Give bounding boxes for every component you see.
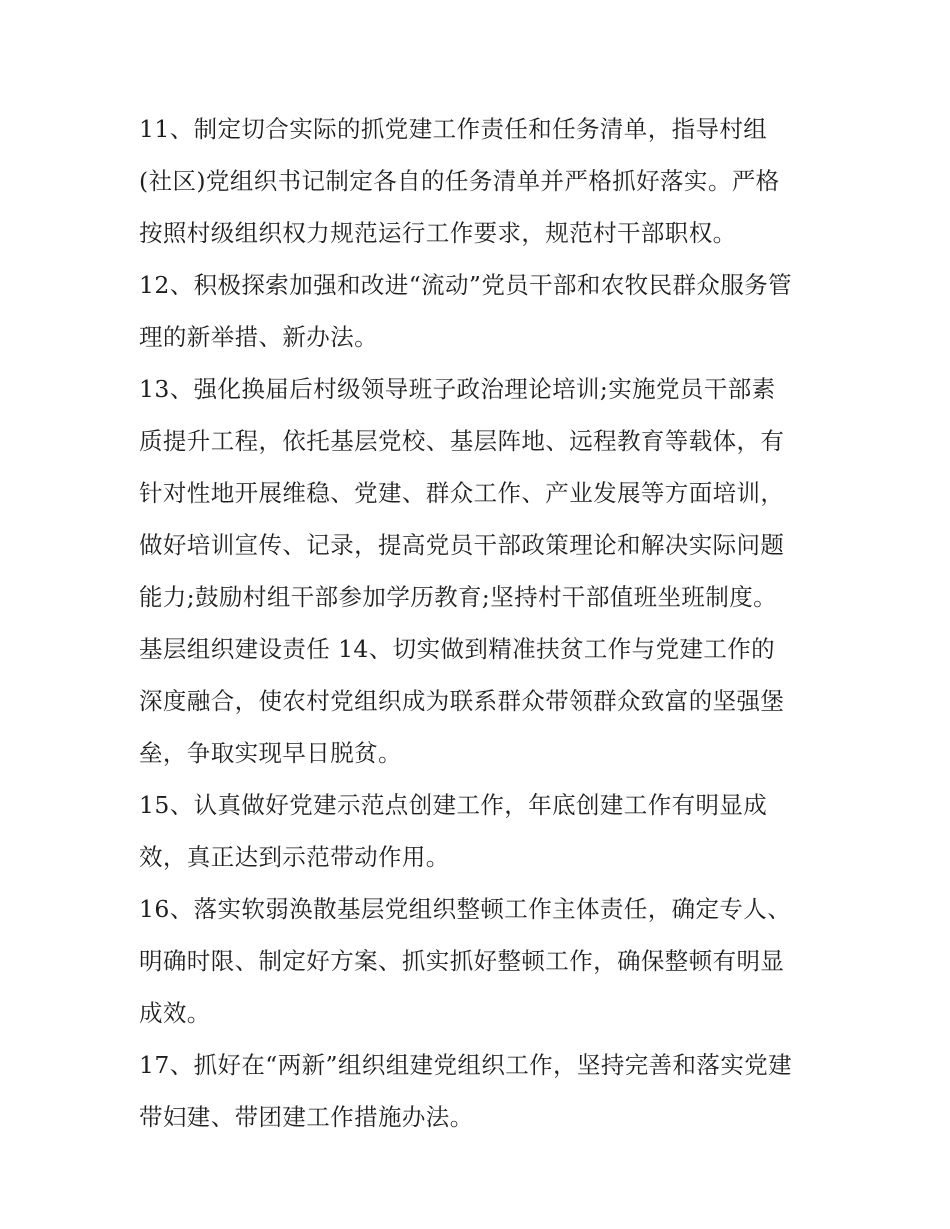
text-line: 明确时限、制定好方案、抓实抓好整顿工作，确保整顿有明显 (139, 947, 785, 975)
text-line: 11、制定切合实际的抓党建工作责任和任务清单，指导村组 (139, 115, 768, 143)
text-line: 按照村级组织权力规范运行工作要求，规范村干部职权。 (139, 219, 737, 247)
document-body (139, 110, 814, 1150)
text-line: 针对性地开展维稳、党建、群众工作、产业发展等方面培训， (139, 479, 785, 507)
text-line: 垒，争取实现早日脱贫。 (139, 739, 402, 767)
text-line: 带妇建、带团建工作措施办法。 (139, 1103, 474, 1131)
text-line: 理的新举措、新办法。 (139, 323, 378, 351)
text-line: 深度融合，使农村党组织成为联系群众带领群众致富的坚强堡 (139, 687, 785, 715)
text-line: (社区)党组织书记制定各自的任务清单并严格抓好落实。严格 (139, 167, 780, 195)
text-line: 成效。 (139, 999, 211, 1027)
text-line: 效，真正达到示范带动作用。 (139, 843, 450, 871)
text-line: 12、积极探索加强和改进“流动”党员干部和农牧民群众服务管 (139, 271, 793, 299)
text-line: 能力;鼓励村组干部参加学历教育;坚持村干部值班坐班制度。 (139, 583, 778, 611)
text-line: 质提升工程，依托基层党校、基层阵地、远程教育等载体，有 (139, 427, 785, 455)
text-line: 15、认真做好党建示范点创建工作，年底创建工作有明显成 (139, 791, 768, 819)
text-line: 基层组织建设责任 14、切实做到精准扶贫工作与党建工作的 (139, 635, 776, 663)
text-line: 17、抓好在“两新”组织组建党组织工作，坚持完善和落实党建 (139, 1051, 793, 1079)
text-line: 16、落实软弱涣散基层党组织整顿工作主体责任，确定专人、 (139, 895, 792, 923)
text-line: 13、强化换届后村级领导班子政治理论培训;实施党员干部素 (139, 375, 776, 403)
text-line: 做好培训宣传、记录，提高党员干部政策理论和解决实际问题 (139, 531, 785, 559)
